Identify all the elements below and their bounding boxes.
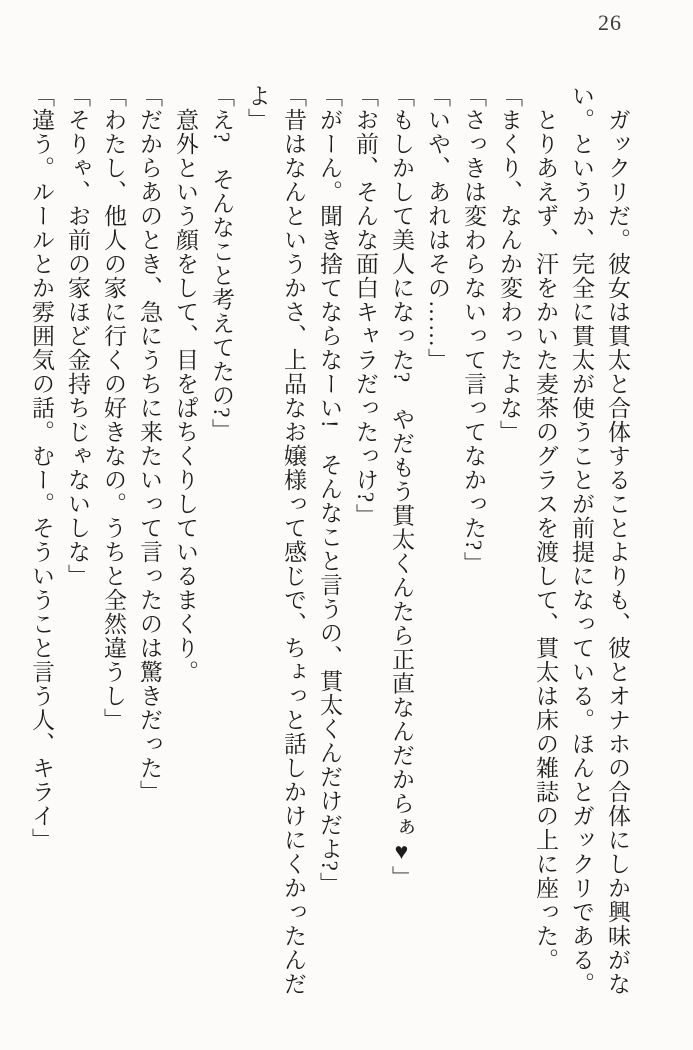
text-column: 「がーん。聞き捨てならなーい! そんなこと言うの、貫太くんだけだよ?」 <box>317 84 342 896</box>
text-column: ガックリだ。彼女は貫太と合体することよりも、彼とオナホの合体にしか興味がな <box>605 84 630 996</box>
text-column: とりあえず、汗をかいた麦茶のグラスを渡して、貫太は床の雑誌の上に座った。 <box>533 84 558 972</box>
text-column: 「もしかして美人になった? やだもう貫太くんたら正直なんだからぁ♥」 <box>389 84 414 890</box>
text-column: 「だからあのとき、急にうちに来たいって言ったのは驚きだった」 <box>137 84 162 804</box>
text-column: 「お前、そんな面白キャラだったっけ?」 <box>353 84 378 528</box>
text-column: 「まくり、なんか変わったよな」 <box>497 84 522 444</box>
text-column: 「え? そんなこと考えてたの?」 <box>209 84 234 443</box>
text-column: 「そりゃ、お前の家ほど金持ちじゃないしな」 <box>65 84 90 588</box>
text-column: 「違う。ルールとか雰囲気の話。むー。そういうこと言う人、キライ」 <box>29 84 54 852</box>
text-column: 意外という顔をして、目をぱちくりしているまくり。 <box>173 84 198 684</box>
vertical-text-block <box>23 84 635 1001</box>
text-column: い。というか、完全に貫太が使うことが前提になっている。ほんとガックリである。 <box>569 84 594 996</box>
text-column: 「いや、あれはその……」 <box>425 84 450 372</box>
page-number: 26 <box>598 10 622 35</box>
text-column: 「昔はなんというかさ、上品なお嬢様って感じで、ちょっと話しかけにくかったんだ <box>281 84 306 996</box>
text-column: 「さっきは変わらないって言ってなかった?」 <box>461 84 486 576</box>
text-column: 「わたし、他人の家に行くの好きなの。うちと全然違うし」 <box>101 84 126 732</box>
text-column: よ」 <box>245 84 270 132</box>
